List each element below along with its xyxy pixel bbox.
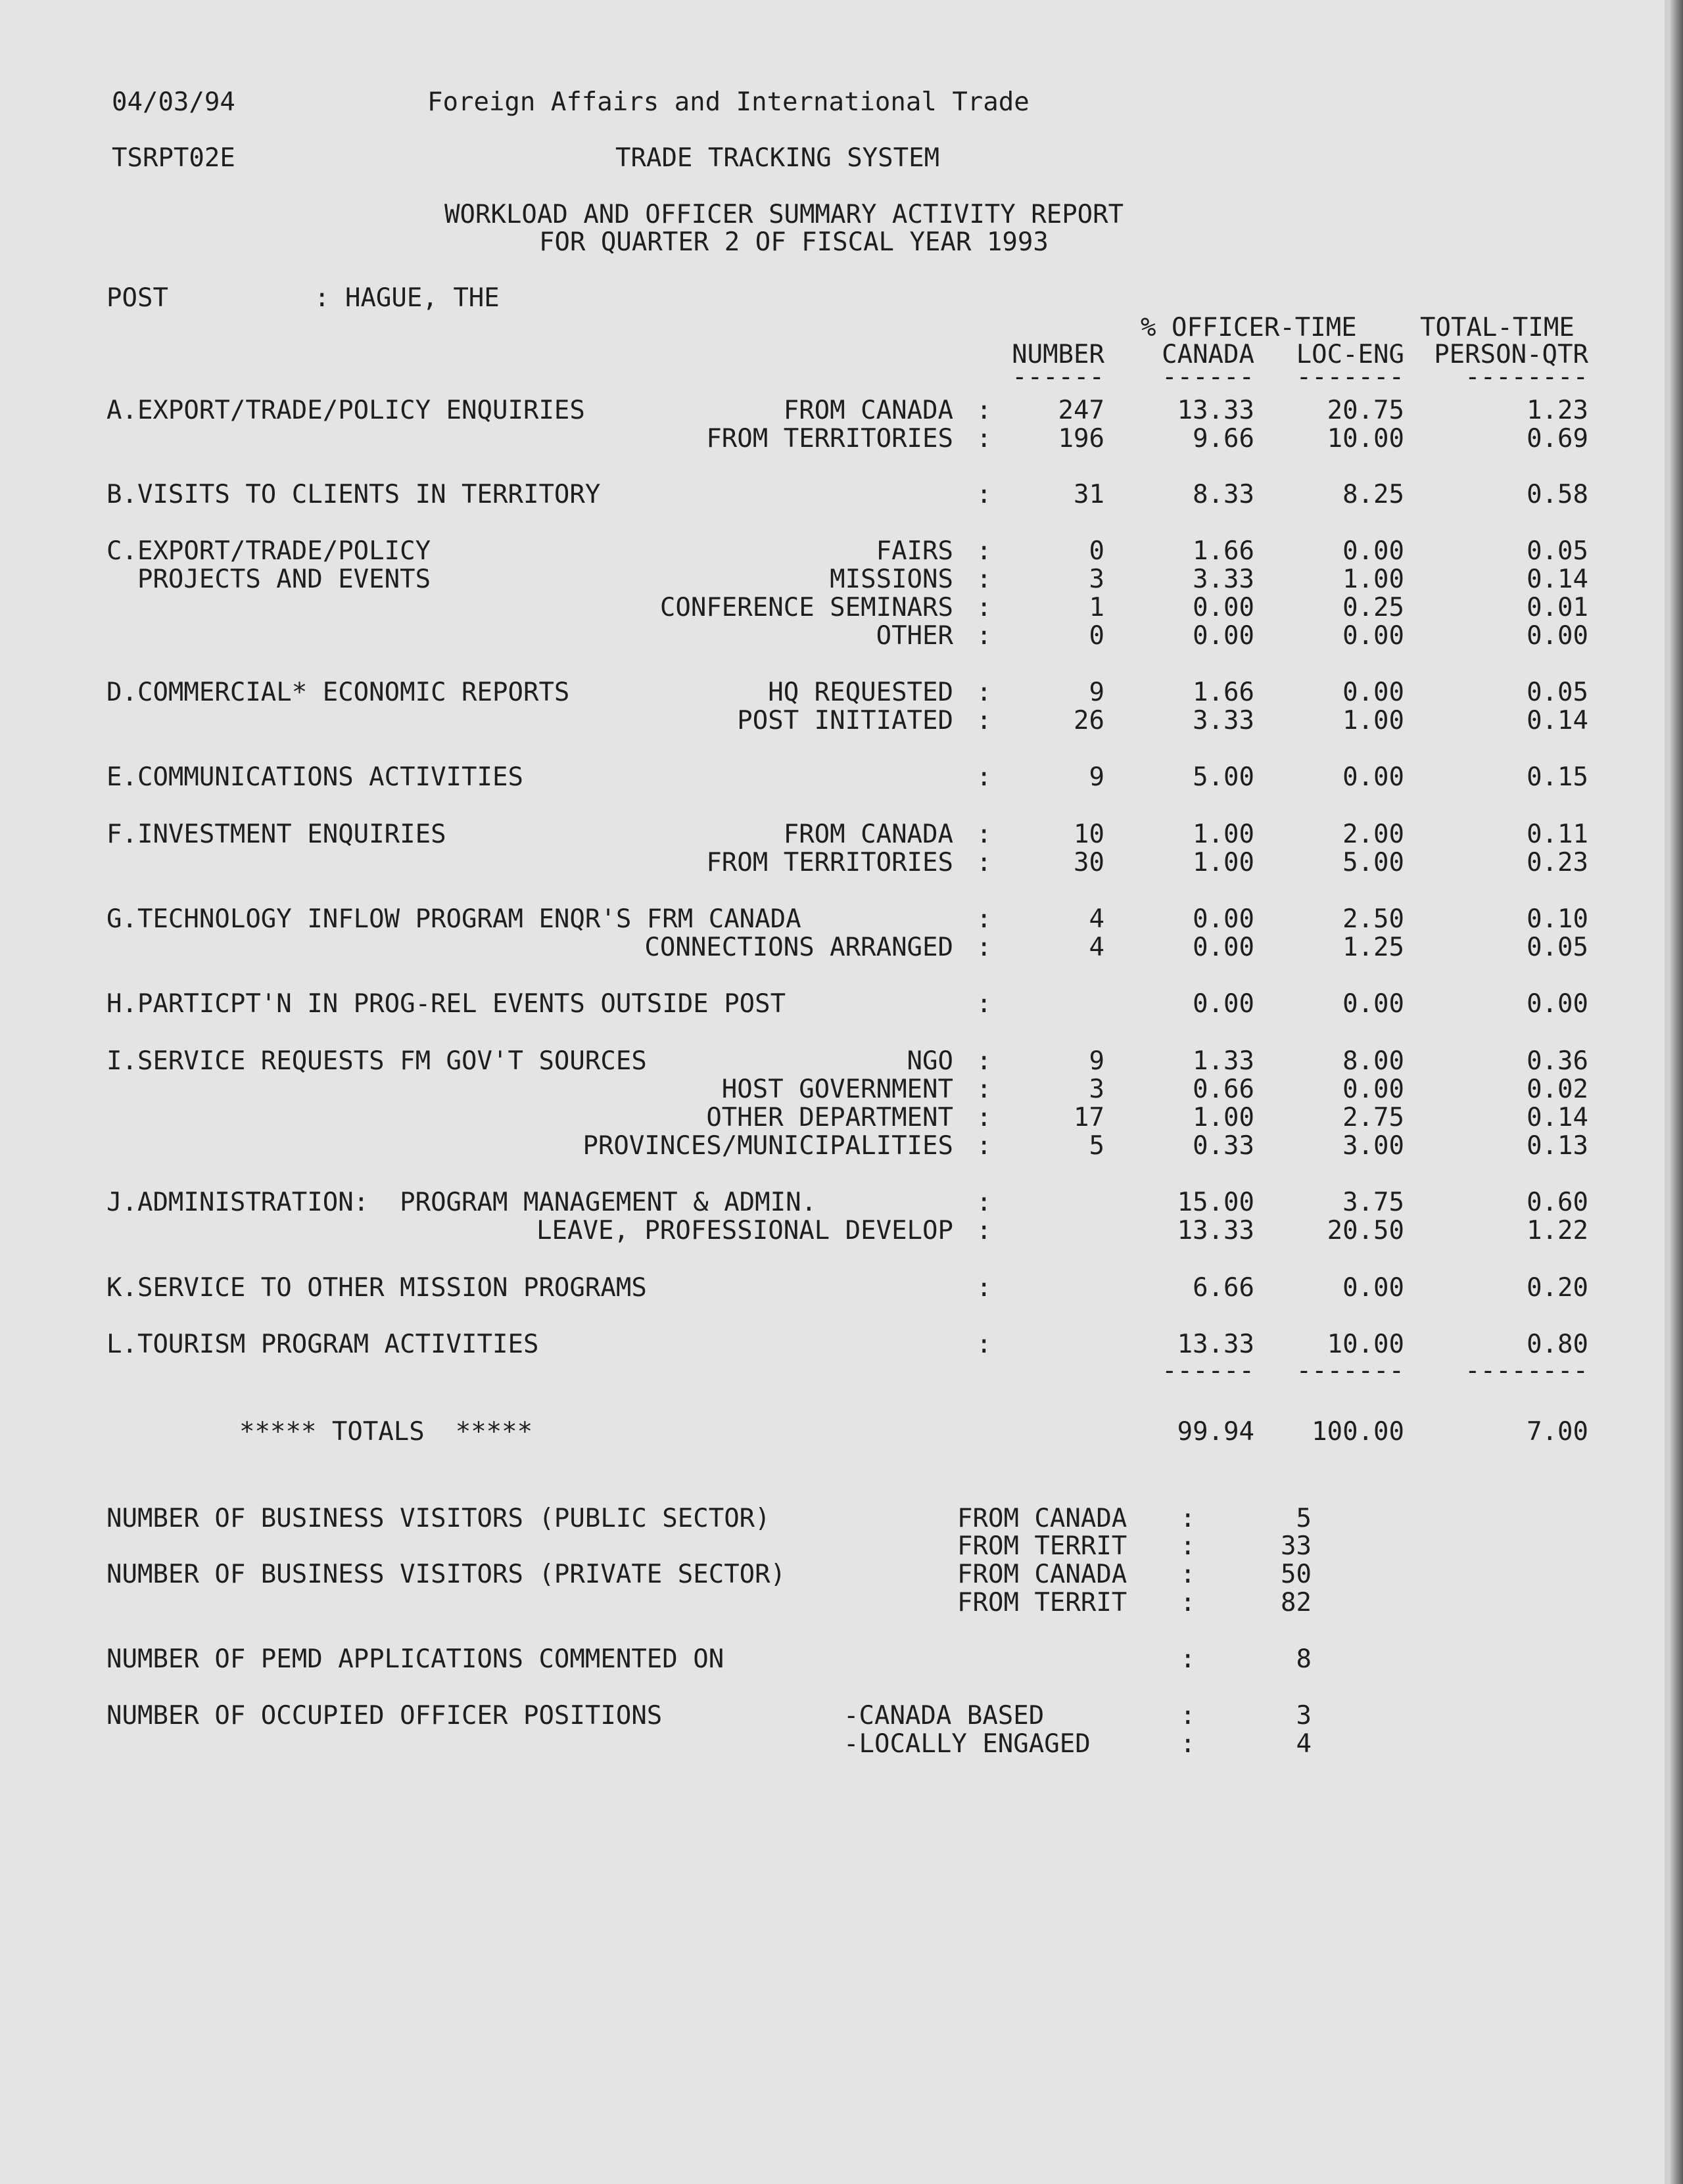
- table-row: [0, 1047, 1683, 1076]
- row-sublabel: FROM CANADA: [783, 820, 953, 849]
- table-row: [0, 707, 1683, 735]
- row-total: 0.11: [1527, 820, 1588, 849]
- row-number: 30: [1074, 848, 1104, 877]
- row-sublabel: POST INITIATED: [737, 706, 953, 735]
- row-loc-eng: 0.00: [1342, 678, 1404, 707]
- row-colon: :: [976, 396, 992, 425]
- row-number: 196: [1058, 424, 1104, 453]
- row-colon: :: [976, 706, 992, 735]
- row-loc-eng: 8.00: [1342, 1046, 1404, 1076]
- row-label: H.PARTICPT'N IN PROG-REL EVENTS OUTSIDE POST: [107, 989, 786, 1019]
- row-canada: 0.00: [1193, 989, 1254, 1019]
- row-number: 9: [1089, 1046, 1104, 1076]
- row-number: 0: [1089, 621, 1104, 651]
- row-colon: :: [976, 621, 992, 651]
- table-row: [0, 537, 1683, 566]
- row-loc-eng: 3.75: [1342, 1188, 1404, 1217]
- pemd-row: [0, 1645, 1683, 1674]
- row-loc-eng: 8.25: [1342, 480, 1404, 509]
- row-sublabel: HQ REQUESTED: [768, 678, 953, 707]
- row-sublabel: FAIRS: [876, 536, 953, 566]
- row-total: 0.23: [1527, 848, 1588, 877]
- row-colon: :: [976, 678, 992, 707]
- post-value: : HAGUE, THE: [314, 283, 500, 313]
- row-loc-eng: 10.00: [1327, 1330, 1404, 1359]
- row-total: 0.01: [1527, 593, 1588, 622]
- row-loc-eng: 0.00: [1342, 1075, 1404, 1104]
- row-label: B.VISITS TO CLIENTS IN TERRITORY: [107, 480, 601, 509]
- officer-positions-value: 4: [1296, 1729, 1312, 1759]
- visitor-colon: :: [1180, 1560, 1196, 1589]
- row-canada: 15.00: [1177, 1188, 1254, 1217]
- row-colon: :: [976, 989, 992, 1019]
- table-row: [0, 905, 1683, 934]
- visitor-sublabel: FROM TERRIT: [957, 1531, 1127, 1561]
- row-colon: :: [976, 762, 992, 792]
- post-label: POST: [107, 283, 168, 313]
- table-row: [0, 1104, 1683, 1132]
- row-label: K.SERVICE TO OTHER MISSION PROGRAMS: [107, 1273, 647, 1303]
- row-colon: :: [976, 1216, 992, 1245]
- row-number: 3: [1089, 565, 1104, 594]
- table-row: [0, 678, 1683, 707]
- row-loc-eng: 20.75: [1327, 396, 1404, 425]
- visitor-value: 50: [1281, 1560, 1312, 1589]
- row-sublabel: FROM CANADA: [783, 396, 953, 425]
- row-sublabel: OTHER DEPARTMENT: [706, 1103, 953, 1132]
- officer-positions-sublabel: -CANADA BASED: [843, 1701, 1045, 1731]
- row-number: 26: [1074, 706, 1104, 735]
- row-number: 17: [1074, 1103, 1104, 1132]
- visitor-row: [0, 1532, 1683, 1561]
- pemd-colon: :: [1180, 1644, 1196, 1674]
- row-total: 1.23: [1527, 396, 1588, 425]
- row-colon: :: [976, 1131, 992, 1161]
- row-colon: :: [976, 565, 992, 594]
- row-canada: 0.33: [1193, 1131, 1254, 1161]
- department-name: Foreign Affairs and International Trade: [427, 87, 1030, 117]
- table-row: [0, 396, 1683, 425]
- table-row: [0, 820, 1683, 849]
- table-row: [0, 1075, 1683, 1104]
- row-canada: 13.33: [1177, 1330, 1254, 1359]
- row-canada: 13.33: [1177, 1216, 1254, 1245]
- row-loc-eng: 0.00: [1342, 621, 1404, 651]
- row-total: 0.14: [1527, 565, 1588, 594]
- row-total: 0.05: [1527, 536, 1588, 566]
- row-sublabel: FROM TERRITORIES: [706, 848, 953, 877]
- row-number: 9: [1089, 762, 1104, 792]
- loc-eng-total-rule: -------: [1296, 1356, 1404, 1385]
- row-total: 0.02: [1527, 1075, 1588, 1104]
- row-colon: :: [976, 1330, 992, 1359]
- officer-positions-colon: :: [1180, 1701, 1196, 1731]
- row-total: 0.00: [1527, 989, 1588, 1019]
- row-sublabel: MISSIONS: [830, 565, 953, 594]
- visitor-value: 5: [1296, 1504, 1312, 1533]
- number-rule: ------: [1012, 362, 1104, 392]
- loc-eng-header: LOC-ENG: [1296, 340, 1404, 369]
- row-colon: :: [976, 820, 992, 849]
- row-loc-eng: 1.00: [1342, 706, 1404, 735]
- row-sublabel: HOST GOVERNMENT: [721, 1075, 953, 1104]
- person-qtr-rule: --------: [1465, 362, 1588, 392]
- row-label: A.EXPORT/TRADE/POLICY ENQUIRIES: [107, 396, 585, 425]
- row-label: J.ADMINISTRATION: PROGRAM MANAGEMENT & ADMIN.: [107, 1188, 817, 1217]
- table-row: [0, 1274, 1683, 1303]
- row-number: 0: [1089, 536, 1104, 566]
- row-colon: :: [976, 1188, 992, 1217]
- row-sublabel: FROM TERRITORIES: [706, 424, 953, 453]
- table-row: [0, 593, 1683, 622]
- total-time-header: TOTAL-TIME: [1420, 313, 1575, 342]
- row-number: 4: [1089, 933, 1104, 962]
- officer-positions-row: [0, 1702, 1683, 1731]
- visitor-label: NUMBER OF BUSINESS VISITORS (PRIVATE SECTOR): [107, 1560, 786, 1589]
- row-canada: 3.33: [1193, 706, 1254, 735]
- row-colon: :: [976, 593, 992, 622]
- row-total: 0.14: [1527, 1103, 1588, 1132]
- row-sublabel: NGO: [907, 1046, 953, 1076]
- row-loc-eng: 5.00: [1342, 848, 1404, 877]
- row-total: 0.36: [1527, 1046, 1588, 1076]
- row-number: 1: [1089, 593, 1104, 622]
- row-total: 0.10: [1527, 904, 1588, 934]
- row-label: L.TOURISM PROGRAM ACTIVITIES: [107, 1330, 539, 1359]
- visitor-colon: :: [1180, 1588, 1196, 1617]
- row-loc-eng: 2.75: [1342, 1103, 1404, 1132]
- row-label: F.INVESTMENT ENQUIRIES: [107, 820, 446, 849]
- row-loc-eng: 0.25: [1342, 593, 1404, 622]
- report-subtitle: FOR QUARTER 2 OF FISCAL YEAR 1993: [539, 227, 1049, 257]
- report-title: WORKLOAD AND OFFICER SUMMARY ACTIVITY REPORT: [444, 200, 1124, 229]
- row-canada: 5.00: [1193, 762, 1254, 792]
- visitor-value: 82: [1281, 1588, 1312, 1617]
- row-loc-eng: 0.00: [1342, 762, 1404, 792]
- row-sublabel: PROVINCES/MUNICIPALITIES: [582, 1131, 953, 1161]
- row-canada: 9.66: [1193, 424, 1254, 453]
- row-colon: :: [976, 904, 992, 934]
- row-canada: 1.66: [1193, 678, 1254, 707]
- row-canada: 1.66: [1193, 536, 1254, 566]
- officer-positions-sublabel: -LOCALLY ENGAGED: [843, 1729, 1091, 1759]
- row-label: C.EXPORT/TRADE/POLICY: [107, 536, 431, 566]
- row-total: 0.14: [1527, 706, 1588, 735]
- row-loc-eng: 3.00: [1342, 1131, 1404, 1161]
- row-colon: :: [976, 1103, 992, 1132]
- row-canada: 1.00: [1193, 820, 1254, 849]
- row-label: D.COMMERCIAL* ECONOMIC REPORTS: [107, 678, 570, 707]
- row-total: 0.00: [1527, 621, 1588, 651]
- row-total: 0.58: [1527, 480, 1588, 509]
- person-qtr-header: PERSON-QTR: [1434, 340, 1588, 369]
- system-name: TRADE TRACKING SYSTEM: [615, 143, 940, 173]
- visitor-colon: :: [1180, 1504, 1196, 1533]
- row-colon: :: [976, 480, 992, 509]
- row-canada: 0.00: [1193, 933, 1254, 962]
- row-canada: 0.66: [1193, 1075, 1254, 1104]
- totals-row: [0, 1418, 1683, 1447]
- table-row: [0, 933, 1683, 962]
- row-colon: :: [976, 1075, 992, 1104]
- row-loc-eng: 20.50: [1327, 1216, 1404, 1245]
- row-colon: :: [976, 1046, 992, 1076]
- row-label: G.TECHNOLOGY INFLOW PROGRAM ENQR'S FRM CANADA: [107, 904, 801, 934]
- table-row: [0, 1217, 1683, 1245]
- row-colon: :: [976, 536, 992, 566]
- row-number: 5: [1089, 1131, 1104, 1161]
- visitor-row: [0, 1589, 1683, 1617]
- row-colon: :: [976, 933, 992, 962]
- visitor-label: NUMBER OF BUSINESS VISITORS (PUBLIC SECTOR): [107, 1504, 770, 1533]
- person-qtr-total-rule: --------: [1465, 1356, 1588, 1385]
- row-loc-eng: 2.50: [1342, 904, 1404, 934]
- table-row: [0, 425, 1683, 453]
- canada-rule: ------: [1162, 362, 1254, 392]
- officer-positions-colon: :: [1180, 1729, 1196, 1759]
- loc-eng-rule: -------: [1296, 362, 1404, 392]
- totals-canada: 99.94: [1177, 1417, 1254, 1447]
- row-canada: 1.00: [1193, 848, 1254, 877]
- row-label: PROJECTS AND EVENTS: [107, 565, 431, 594]
- row-label: I.SERVICE REQUESTS FM GOV'T SOURCES: [107, 1046, 647, 1076]
- row-canada: 3.33: [1193, 565, 1254, 594]
- row-loc-eng: 1.00: [1342, 565, 1404, 594]
- row-loc-eng: 0.00: [1342, 1273, 1404, 1303]
- row-canada: 13.33: [1177, 396, 1254, 425]
- pemd-value: 8: [1296, 1644, 1312, 1674]
- row-label: E.COMMUNICATIONS ACTIVITIES: [107, 762, 523, 792]
- visitor-row: [0, 1560, 1683, 1589]
- totals-person-qtr: 7.00: [1527, 1417, 1588, 1447]
- table-row: [0, 480, 1683, 509]
- row-canada: 6.66: [1193, 1273, 1254, 1303]
- pemd-label: NUMBER OF PEMD APPLICATIONS COMMENTED ON: [107, 1644, 724, 1674]
- row-loc-eng: 0.00: [1342, 536, 1404, 566]
- canada-header: CANADA: [1162, 340, 1254, 369]
- row-colon: :: [976, 1273, 992, 1303]
- number-header: NUMBER: [1012, 340, 1104, 369]
- table-row: [0, 1188, 1683, 1217]
- row-total: 0.80: [1527, 1330, 1588, 1359]
- visitor-sublabel: FROM CANADA: [957, 1560, 1127, 1589]
- row-total: 0.15: [1527, 762, 1588, 792]
- row-number: 31: [1074, 480, 1104, 509]
- row-sublabel: CONFERENCE SEMINARS: [659, 593, 953, 622]
- totals-label: ***** TOTALS *****: [239, 1417, 533, 1447]
- row-total: 1.22: [1527, 1216, 1588, 1245]
- table-row: [0, 848, 1683, 877]
- table-row: [0, 763, 1683, 792]
- row-number: 9: [1089, 678, 1104, 707]
- table-row: [0, 622, 1683, 651]
- table-row: [0, 990, 1683, 1019]
- visitor-sublabel: FROM TERRIT: [957, 1588, 1127, 1617]
- row-total: 0.20: [1527, 1273, 1588, 1303]
- table-row: [0, 565, 1683, 594]
- report-date: 04/03/94: [112, 87, 235, 117]
- row-loc-eng: 1.25: [1342, 933, 1404, 962]
- totals-loc-eng: 100.00: [1312, 1417, 1404, 1447]
- row-sublabel: LEAVE, PROFESSIONAL DEVELOP: [536, 1216, 953, 1245]
- row-total: 0.13: [1527, 1131, 1588, 1161]
- row-total: 0.69: [1527, 424, 1588, 453]
- row-canada: 1.00: [1193, 1103, 1254, 1132]
- row-canada: 0.00: [1193, 621, 1254, 651]
- row-loc-eng: 2.00: [1342, 820, 1404, 849]
- row-total: 0.60: [1527, 1188, 1588, 1217]
- row-canada: 0.00: [1193, 593, 1254, 622]
- row-number: 3: [1089, 1075, 1104, 1104]
- row-loc-eng: 0.00: [1342, 989, 1404, 1019]
- row-canada: 8.33: [1193, 480, 1254, 509]
- row-colon: :: [976, 848, 992, 877]
- row-sublabel: OTHER: [876, 621, 953, 651]
- officer-positions-row: [0, 1730, 1683, 1759]
- row-canada: 0.00: [1193, 904, 1254, 934]
- row-number: 4: [1089, 904, 1104, 934]
- row-colon: :: [976, 424, 992, 453]
- officer-positions-label: NUMBER OF OCCUPIED OFFICER POSITIONS: [107, 1701, 663, 1731]
- table-row: [0, 1330, 1683, 1359]
- row-number: 247: [1058, 396, 1104, 425]
- visitor-row: [0, 1504, 1683, 1533]
- visitor-colon: :: [1180, 1531, 1196, 1561]
- officer-positions-value: 3: [1296, 1701, 1312, 1731]
- row-total: 0.05: [1527, 933, 1588, 962]
- table-row: [0, 1132, 1683, 1161]
- row-sublabel: CONNECTIONS ARRANGED: [644, 933, 953, 962]
- canada-total-rule: ------: [1162, 1356, 1254, 1385]
- visitor-value: 33: [1281, 1531, 1312, 1561]
- pct-officer-time-header: % OFFICER-TIME: [1141, 313, 1357, 342]
- row-total: 0.05: [1527, 678, 1588, 707]
- row-number: 10: [1074, 820, 1104, 849]
- visitor-sublabel: FROM CANADA: [957, 1504, 1127, 1533]
- row-canada: 1.33: [1193, 1046, 1254, 1076]
- row-loc-eng: 10.00: [1327, 424, 1404, 453]
- report-id: TSRPT02E: [112, 143, 235, 173]
